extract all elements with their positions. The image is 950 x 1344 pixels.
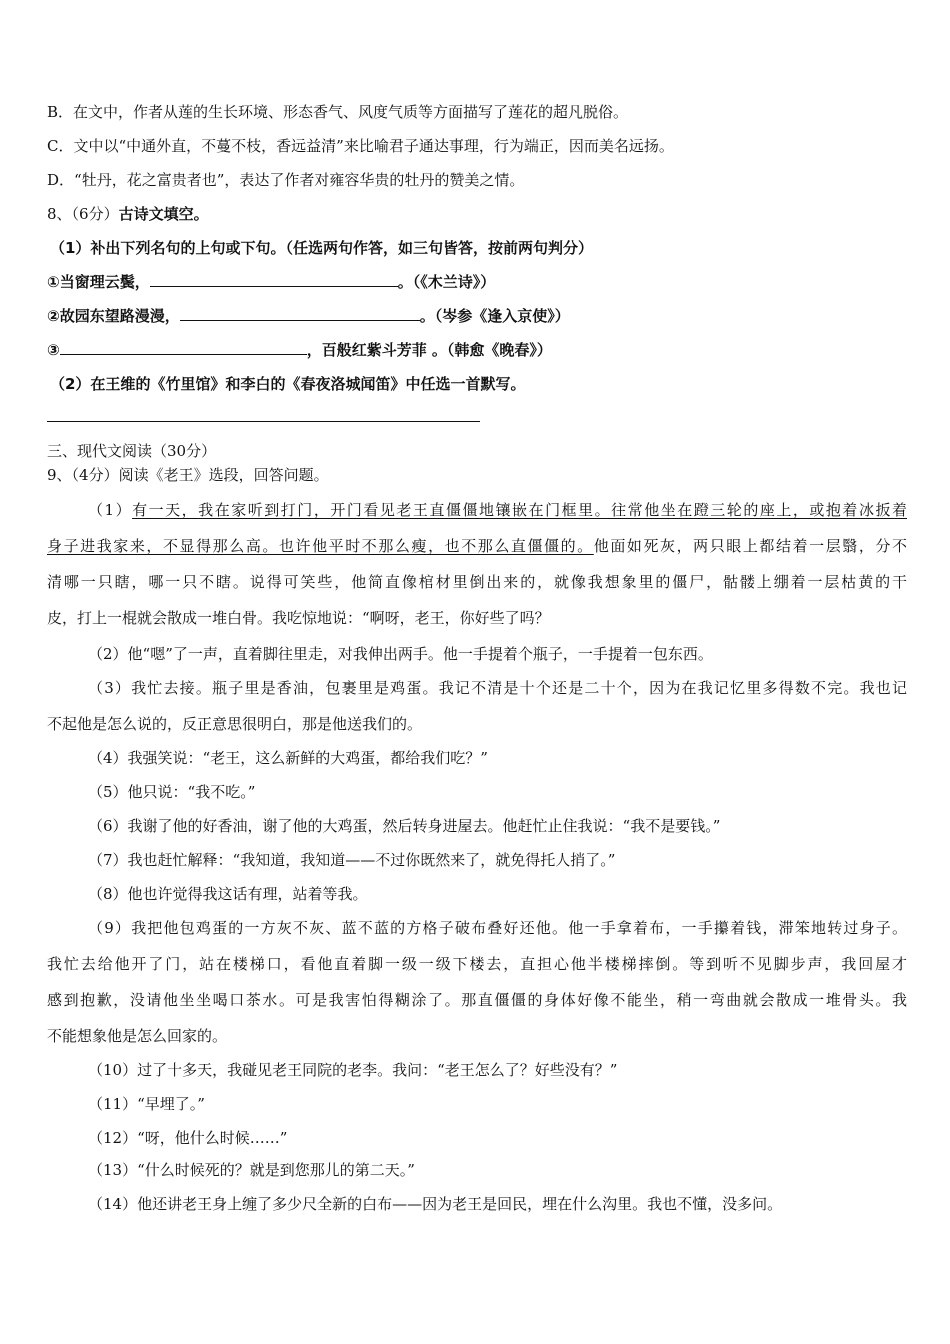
passage-p1-line4: 皮，打上一棍就会散成一堆白骨。我吃惊地说：“啊呀，老王，你好些了吗？ [47,609,550,627]
q8-item1-prompt: ①当窗理云鬓， [47,273,150,291]
passage-p1-line3: 清哪一只瞎，哪一只不瞎。说得可笑些，他简直像棺材里倒出来的，就像我想象里的僵尸，骷髅上绷着一层枯黄的干 [47,573,907,591]
p1-underlined-2: 身子进我家来，不显得那么高。也许他平时不那么瘦，也不那么直僵僵的。 [47,537,594,555]
q8-item3-source: ，百般红紫斗芳菲 。（韩愈《晚春》） [306,341,552,359]
q8-item1 [47,272,907,292]
q8-item3-prompt: ③ [47,341,60,359]
p1-rest: 他面如死灰，两只眼上都结着一层翳，分不 [593,537,907,555]
passage-p9-line1: （9）我把他包鸡蛋的一方灰不灰、蓝不蓝的方格子破布叠好还他。他一手拿着布，一手攥着钱，滞笨地转过身子。 [88,919,907,937]
p1-number: （1） [88,501,133,519]
q8-item2-prompt: ②故园东望路漫漫， [47,307,180,325]
q8-part2-instruction: （2）在王维的《竹里馆》和李白的《春夜洛城闻笛》中任选一首默写。 [50,375,526,393]
q8-title: 古诗文填空。 [118,205,209,223]
q8-item2-blank[interactable] [180,306,420,321]
passage-p1-line2 [47,536,907,556]
q8-item3 [47,340,907,360]
passage-p9-line4: 不能想象他是怎么回家的。 [47,1027,228,1045]
passage-p3-line1: （3）我忙去接。瓶子里是香油，包裹里是鸡蛋。我记不清是十个还是二十个，因为在我记忆里多得数不完。我也记 [88,679,907,697]
passage-p7: （7）我也赶忙解释：“我知道，我知道——不过你既然来了，就免得托人捎了。” [88,851,616,869]
option-b: B．在文中，作者从莲的生长环境、形态香气、风度气质等方面描写了莲花的超凡脱俗。 [47,103,629,121]
passage-p11: （11）“早埋了。” [88,1095,205,1113]
passage-p13: （13）“什么时候死的？就是到您那儿的第二天。” [88,1161,415,1179]
q9-heading: 9、（4分）阅读《老王》选段，回答问题。 [47,466,329,484]
q8-number: 8、（6分） [47,205,119,223]
option-c: C．文中以“中通外直，不蔓不枝，香远益清”来比喻君子通达事理，行为端正，因而美名远扬。 [47,137,674,155]
passage-p12: （12）“呀，他什么时候……” [88,1129,288,1147]
passage-p9-line2: 我忙去给他开了门，站在楼梯口，看他直着脚一级一级下楼去，直担心他半楼梯摔倒。等到听不见脚步声，我回屋才 [47,955,907,973]
q8-item2-source: 。（岑参《逢入京使》） [419,307,570,325]
passage-p2: （2）他“嗯”了一声，直着脚往里走，对我伸出两手。他一手提着个瓶子，一手提着一包东西。 [88,645,713,663]
q8-item2 [47,306,907,326]
q8-answer-line[interactable] [47,421,480,422]
option-d: D．“牡丹，花之富贵者也”，表达了作者对雍容华贵的牡丹的赞美之情。 [47,171,525,189]
q8-part1-instruction: （1）补出下列名句的上句或下句。（任选两句作答，如三句皆答，按前两句判分） [50,239,593,257]
passage-p4: （4）我强笑说：“老王，这么新鲜的大鸡蛋，都给我们吃？” [88,749,488,767]
passage-p1-line1 [88,500,907,520]
q8-heading [47,204,907,224]
section3-title: 三、现代文阅读（30分） [47,442,217,460]
passage-p9-line3: 感到抱歉，没请他坐坐喝口茶水。可是我害怕得糊涂了。那直僵僵的身体好像不能坐，稍一弯曲就会散成一堆骨头。我 [47,991,907,1009]
q8-item1-source: 。（《木兰诗》） [397,273,496,291]
passage-p8: （8）他也许觉得我这话有理，站着等我。 [88,885,368,903]
passage-p14: （14）他还讲老王身上缠了多少尺全新的白布——因为老王是回民，埋在什么沟里。我也不懂，没多问。 [88,1195,783,1213]
passage-p6: （6）我谢了他的好香油，谢了他的大鸡蛋，然后转身进屋去。他赶忙止住我说：“我不是要钱。” [88,817,721,835]
q8-item3-blank[interactable] [60,340,307,355]
q8-item1-blank[interactable] [150,272,398,287]
passage-p3-line2: 不起他是怎么说的，反正意思很明白，那是他送我们的。 [47,715,423,733]
passage-p5: （5）他只说：“我不吃。” [88,783,256,801]
passage-p10: （10）过了十多天，我碰见老王同院的老李。我问：“老王怎么了？好些没有？” [88,1061,618,1079]
p1-underlined-1: 有一天，我在家听到打门，开门看见老王直僵僵地镶嵌在门框里。往常他坐在蹬三轮的座上，或抱着冰扳着 [132,501,907,519]
